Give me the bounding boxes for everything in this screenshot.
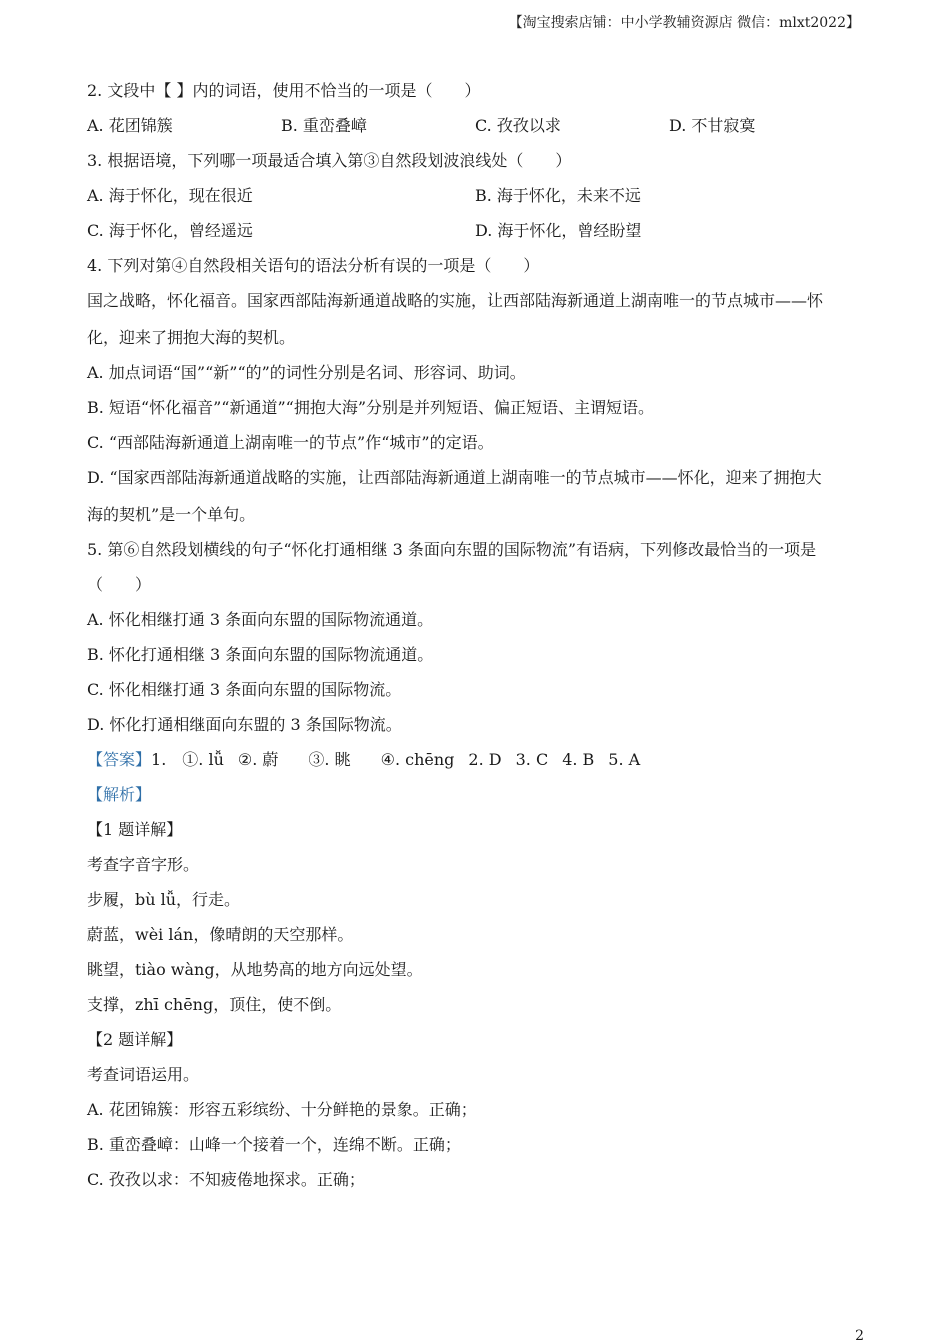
page-number: 2 (855, 1328, 864, 1344)
q2-option-c: C. 孜孜以求 (475, 116, 561, 135)
q4-stem: 4. 下列对第④自然段相关语句的语法分析有误的一项是（ ） (87, 256, 540, 275)
q1-detail-line: 蔚蓝，wèi lán，像晴朗的天空那样。 (87, 925, 354, 944)
q4-option-c: C. “西部陆海新通道上湖南唯一的节点”作“城市”的定语。 (87, 433, 494, 452)
q1-detail-line: 支撑，zhī chēng，顶住，使不倒。 (87, 995, 342, 1014)
analysis-label: 【解析】 (87, 785, 152, 804)
q5-option-d: D. 怀化打通相继面向东盟的 3 条国际物流。 (87, 715, 402, 734)
answer-item-8: 5. A (608, 750, 641, 769)
q4-option-d-line-1: D. “国家西部陆海新通道战略的实施，让西部陆海新通道上湖南唯一的节点城市——怀化，迎来了拥抱大 (87, 468, 822, 487)
q1-detail-line: 步履，bù lǚ，行走。 (87, 890, 241, 909)
q5-option-a: A. 怀化相继打通 3 条面向东盟的国际物流通道。 (87, 610, 434, 629)
q3-option-c: C. 海于怀化，曾经遥远 (87, 221, 253, 240)
q5-option-c: C. 怀化相继打通 3 条面向东盟的国际物流。 (87, 680, 402, 699)
answer-item-4: ④. chēng (380, 750, 455, 769)
q2-detail-line: C. 孜孜以求：不知疲倦地探求。正确； (87, 1170, 365, 1189)
q3-option-a: A. 海于怀化，现在很近 (87, 186, 253, 205)
q1-detail-line: 眺望，tiào wàng，从地势高的地方向远处望。 (87, 960, 423, 979)
q4-passage-line-2: 化，迎来了拥抱大海的契机。 (87, 328, 296, 347)
q2-option-b: B. 重峦叠嶂 (281, 116, 367, 135)
q2-option-a: A. 花团锦簇 (87, 116, 173, 135)
q2-options (87, 111, 867, 146)
answer-item-2: ②. 蔚 (237, 750, 295, 769)
answer-line (87, 745, 867, 780)
q3-options-row-2 (87, 216, 867, 251)
q3-option-d: D. 海于怀化，曾经盼望 (475, 221, 642, 240)
q1-detail-line: 考查字音字形。 (87, 855, 200, 874)
q4-option-b: B. 短语“怀化福音”“新通道”“拥抱大海”分别是并列短语、偏正短语、主谓短语。 (87, 398, 655, 417)
q2-detail-title: 【2 题详解】 (87, 1030, 183, 1049)
q1-detail-title: 【1 题详解】 (87, 820, 183, 839)
answer-label: 【答案】 (87, 750, 152, 769)
answer-item-3: ③. 眺 (308, 750, 367, 769)
answer-item-7: 4. B (562, 750, 595, 769)
q5-stem-line-1: 5. 第⑥自然段划横线的句子“怀化打通相继 3 条面向东盟的国际物流”有语病，下列修改最恰当的一项是 (87, 540, 817, 559)
page-content (87, 76, 867, 1200)
page-header: 【淘宝搜索店铺：中小学教辅资源店 微信：mlxt2022】 (508, 15, 860, 31)
q2-option-d: D. 不甘寂寞 (669, 116, 756, 135)
q3-option-b: B. 海于怀化，未来不远 (475, 186, 641, 205)
answer-item-6: 3. C (515, 750, 549, 769)
q4-passage-line-1: 国之战略，怀化福音。国家西部陆海新通道战略的实施，让西部陆海新通道上湖南唯一的节点城市——怀 (87, 291, 824, 310)
answer-item-1: 1. ①. lǚ (151, 750, 224, 769)
q5-option-b: B. 怀化打通相继 3 条面向东盟的国际物流通道。 (87, 645, 434, 664)
q3-stem: 3. 根据语境，下列哪一项最适合填入第③自然段划波浪线处（ ） (87, 151, 572, 170)
q2-detail-line: B. 重峦叠嶂：山峰一个接着一个，连绵不断。正确； (87, 1135, 461, 1154)
q5-stem-line-2: （ ） (87, 575, 152, 594)
answer-item-5: 2. D (468, 750, 502, 769)
q2-detail-line: 考查词语运用。 (87, 1065, 200, 1084)
q2-detail-line: A. 花团锦簇：形容五彩缤纷、十分鲜艳的景象。正确； (87, 1100, 477, 1119)
q2-stem: 2. 文段中【 】内的词语，使用不恰当的一项是（ ） (87, 81, 481, 100)
q4-option-a: A. 加点词语“国”“新”“的”的词性分别是名词、形容词、助词。 (87, 363, 526, 382)
q3-options-row-1 (87, 181, 867, 216)
q4-option-d-line-2: 海的契机”是一个单句。 (87, 505, 256, 524)
